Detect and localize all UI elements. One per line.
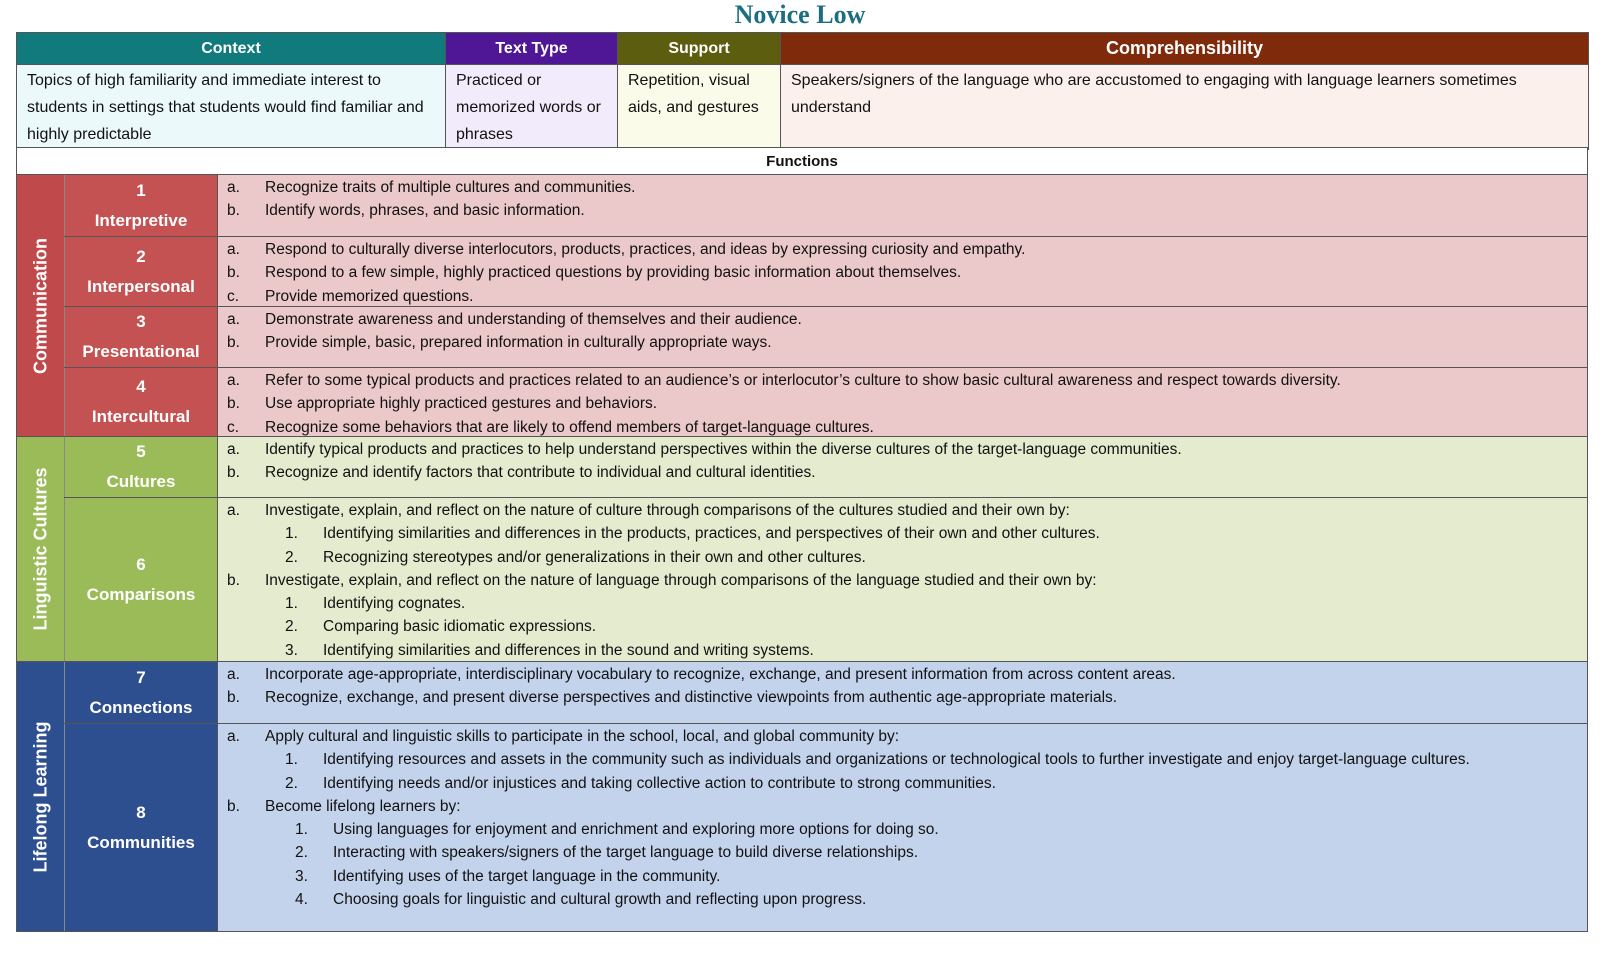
mode-number: 4 [136, 377, 146, 396]
mode-cell [64, 307, 218, 367]
function-item [218, 392, 1587, 415]
group-label [17, 436, 64, 661]
function-list [218, 724, 1587, 931]
function-subitem [218, 592, 1587, 615]
subitem-text: Comparing basic idiomatic expressions. [323, 618, 597, 636]
header-context: Context [17, 33, 446, 65]
item-text: Recognize, exchange, and present diverse perspectives and distinctive viewpoints from authentic age-appropriate materials. [265, 689, 1118, 707]
mode-name: Cultures [106, 472, 176, 491]
subitem-marker: 1. [285, 595, 298, 613]
mode-name: Presentational [82, 342, 200, 361]
group-lifelong-learning [16, 661, 1588, 931]
subitem-text: Using languages for enjoyment and enrichment and exploring more options for doing so. [333, 821, 939, 839]
subitem-text: Identifying resources and assets in the community such as individuals and organizations or technological tools to further investigate and enjoy target-language cultures. [323, 751, 1470, 769]
function-subitem [218, 888, 1587, 911]
group-label-text: Communication [30, 237, 50, 374]
item-text: Recognize some behaviors that are likely to offend members of target-language cultures. [265, 418, 874, 436]
cell-comprehensibility: Speakers/signers of the language who are accustomed to engaging with language learners sometimes understand [781, 65, 1589, 150]
item-marker: a. [227, 666, 240, 683]
item-text: Incorporate age-appropriate, interdisciplinary vocabulary to recognize, exchange, and present information from across content areas. [265, 666, 1176, 683]
header-support: Support [618, 33, 781, 65]
mode-row-interpersonal [64, 236, 1587, 306]
function-subitem [218, 748, 1587, 771]
group-linguistic-cultures [16, 436, 1588, 661]
item-marker: b. [227, 395, 240, 413]
subitem-marker: 2. [285, 548, 298, 566]
mode-number: 7 [136, 667, 146, 687]
cell-text-type: Practiced or memorized words or phrases [446, 65, 618, 150]
function-subitem [218, 639, 1587, 662]
function-item [218, 686, 1587, 709]
subitem-marker: 1. [295, 821, 308, 839]
function-item [218, 499, 1587, 522]
subitem-marker: 2. [285, 618, 298, 636]
mode-number: 2 [136, 246, 146, 266]
group-label-text: Lifelong Learning [30, 721, 50, 872]
function-item [218, 261, 1587, 284]
item-text: Investigate, explain, and reflect on the nature of culture through comparisons of the cultures studied and their own by: [265, 502, 1070, 519]
function-item [218, 199, 1587, 222]
group-label-text: Linguistic Cultures [30, 467, 50, 631]
function-item [218, 795, 1587, 818]
functions-header: Functions [16, 147, 1588, 175]
subitem-marker: 1. [285, 751, 298, 769]
item-text: Demonstrate awareness and understanding of themselves and their audience. [265, 311, 802, 328]
function-subitem [218, 818, 1587, 841]
mode-number: 5 [136, 442, 146, 461]
mode-row-comparisons [64, 497, 1587, 661]
function-item [218, 461, 1587, 484]
function-list [218, 175, 1587, 236]
subitem-text: Recognizing stereotypes and/or generalizations in their own and other cultures. [323, 548, 866, 566]
function-list [218, 307, 1587, 367]
function-subitem [218, 841, 1587, 864]
subitem-text: Identifying needs and/or injustices and taking collective action to contribute to strong communities. [323, 774, 996, 792]
subitem-marker: 1. [285, 525, 298, 543]
item-text: Investigate, explain, and reflect on the nature of language through comparisons of the language studied and their own by: [265, 571, 1097, 589]
item-text: Identify typical products and practices to help understand perspectives within the diverse cultures of the target-language communities. [265, 441, 1182, 458]
item-text: Provide memorized questions. [265, 287, 474, 305]
item-marker: b. [227, 571, 240, 589]
mode-cell [64, 498, 218, 661]
function-subitem [218, 522, 1587, 545]
item-marker: a. [227, 179, 240, 196]
mode-number: 8 [136, 802, 146, 822]
function-list [218, 237, 1587, 306]
mode-name: Connections [89, 697, 193, 717]
mode-cell [64, 662, 218, 723]
item-marker: a. [227, 728, 240, 745]
item-marker: a. [227, 372, 240, 389]
function-list [218, 437, 1587, 497]
function-item [218, 176, 1587, 199]
item-text: Provide simple, basic, prepared information in culturally appropriate ways. [265, 334, 772, 352]
mode-name: Interpretive [94, 210, 188, 230]
mode-cell [64, 437, 218, 497]
item-text: Respond to culturally diverse interlocutors, products, practices, and ideas by expressing curiosity and empathy. [265, 241, 1026, 258]
function-item [218, 569, 1587, 592]
function-item [218, 369, 1587, 392]
function-list [218, 662, 1587, 723]
mode-row-connections [64, 661, 1587, 723]
item-text: Refer to some typical products and practices related to an audience’s or interlocutor’s culture to show basic cultural awareness and respect towards diversity. [265, 372, 1341, 389]
subitem-text: Identifying cognates. [323, 595, 466, 613]
subitem-text: Interacting with speakers/signers of the target language to build diverse relationships. [333, 844, 919, 862]
function-item [218, 725, 1587, 748]
mode-row-communities [64, 723, 1587, 931]
item-text: Recognize and identify factors that contribute to individual and cultural identities. [265, 464, 816, 482]
function-item [218, 238, 1587, 261]
table-bottom-border [16, 931, 1588, 932]
item-marker: a. [227, 311, 240, 328]
page-title: Novice Low [734, 0, 866, 29]
mode-number: 1 [136, 180, 146, 200]
mode-name: Communities [87, 832, 195, 852]
function-list [218, 498, 1587, 661]
header-text-type: Text Type [446, 33, 618, 65]
mode-row-presentational [64, 306, 1587, 367]
function-item [218, 663, 1587, 686]
item-marker: b. [227, 464, 240, 482]
mode-row-intercultural [64, 367, 1587, 436]
item-text: Become lifelong learners by: [265, 797, 461, 815]
item-marker: b. [227, 797, 240, 815]
item-marker: a. [227, 441, 240, 458]
subitem-marker: 4. [295, 891, 308, 909]
mode-row-cultures [64, 436, 1587, 497]
item-marker: b. [227, 264, 240, 282]
item-text: Apply cultural and linguistic skills to participate in the school, local, and global community by: [265, 728, 900, 745]
subitem-text: Identifying similarities and differences in the products, practices, and perspectives of their own and other cultures. [323, 525, 1100, 543]
mode-cell [64, 237, 218, 306]
function-item [218, 285, 1587, 308]
item-text: Identify words, phrases, and basic information. [265, 202, 585, 220]
function-subitem [218, 865, 1587, 888]
function-subitem [218, 546, 1587, 569]
mode-name: Interpersonal [87, 276, 195, 296]
item-marker: a. [227, 241, 240, 258]
mode-name: Comparisons [86, 584, 196, 604]
subitem-marker: 3. [285, 641, 298, 659]
mode-name: Intercultural [91, 407, 191, 426]
item-text: Respond to a few simple, highly practiced questions by providing basic information about themselves. [265, 264, 962, 282]
function-item [218, 331, 1587, 354]
cell-support: Repetition, visual aids, and gestures [618, 65, 781, 150]
item-marker: b. [227, 202, 240, 220]
item-text: Use appropriate highly practiced gestures and behaviors. [265, 395, 658, 413]
header-comprehensibility: Comprehensibility [781, 33, 1589, 65]
mode-cell [64, 175, 218, 236]
subitem-text: Choosing goals for linguistic and cultural growth and reflecting upon progress. [333, 891, 867, 909]
function-subitem [218, 615, 1587, 638]
cell-context: Topics of high familiarity and immediate interest to students in settings that students would find familiar and highly predictable [17, 65, 446, 150]
function-item [218, 438, 1587, 461]
context-table [16, 32, 1589, 150]
item-marker: a. [227, 502, 240, 519]
mode-number: 3 [136, 312, 146, 331]
item-text: Recognize traits of multiple cultures and communities. [265, 179, 636, 196]
mode-cell [64, 368, 218, 436]
subitem-text: Identifying uses of the target language in the community. [333, 867, 721, 885]
group-communication [16, 174, 1588, 436]
function-subitem [218, 772, 1587, 795]
subitem-marker: 3. [295, 867, 308, 885]
mode-cell [64, 724, 218, 931]
subitem-marker: 2. [295, 844, 308, 862]
item-marker: c. [227, 287, 240, 305]
mode-row-interpretive [64, 174, 1587, 236]
subitem-text: Identifying similarities and differences in the sound and writing systems. [323, 641, 814, 659]
function-item [218, 308, 1587, 331]
group-label [17, 174, 64, 436]
subitem-marker: 2. [285, 774, 298, 792]
group-label [17, 661, 64, 931]
item-marker: c. [227, 418, 240, 436]
mode-number: 6 [136, 554, 146, 574]
function-list [218, 368, 1587, 436]
item-marker: b. [227, 689, 240, 707]
item-marker: b. [227, 334, 240, 352]
